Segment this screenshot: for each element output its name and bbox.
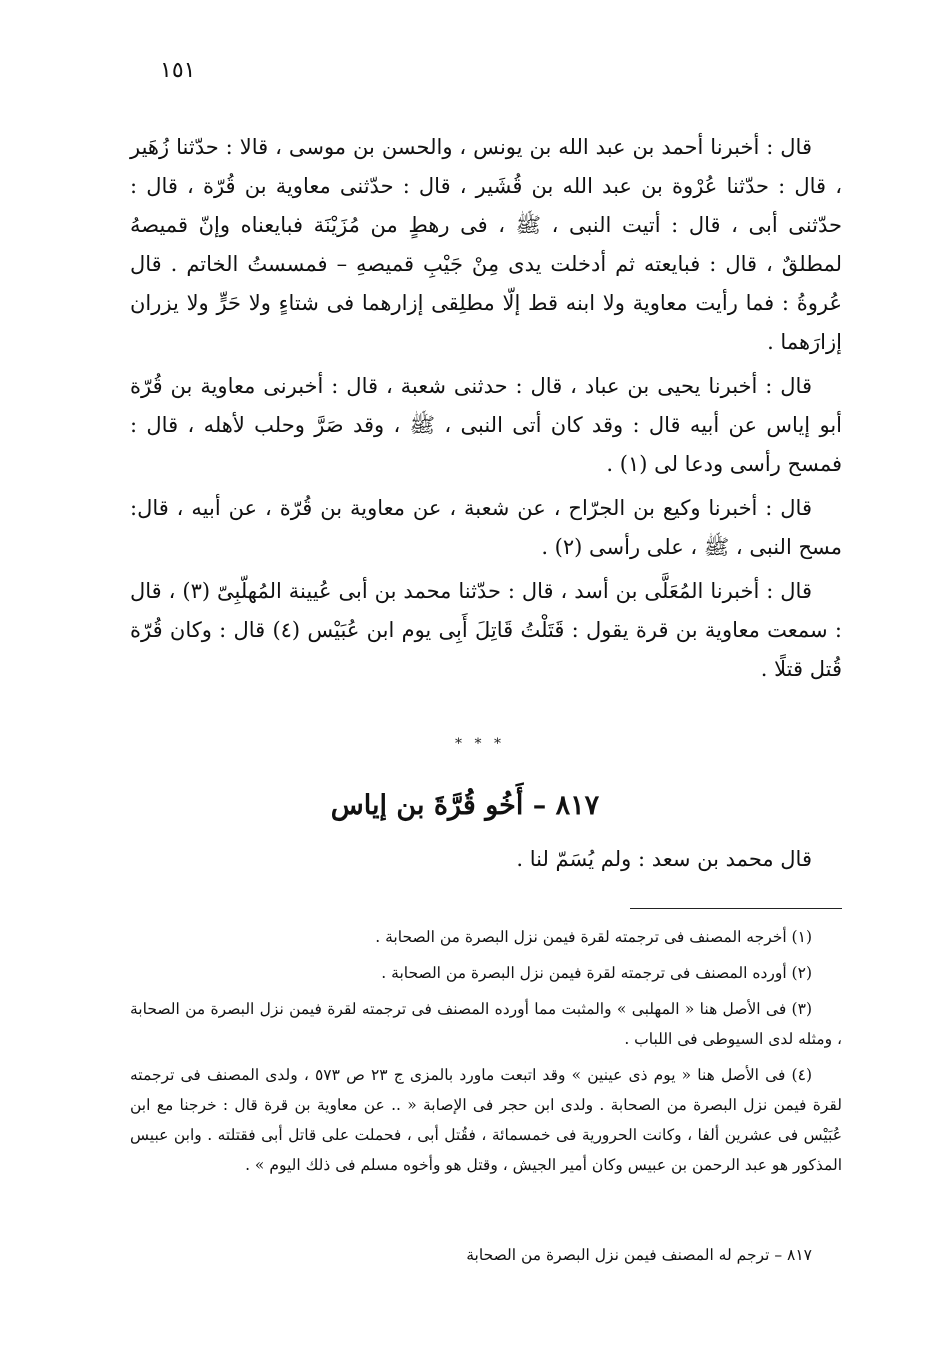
section-number: ٨١٧: [555, 790, 600, 821]
section-title: [230, 790, 700, 821]
section-paragraph: قال محمد بن سعد : ولم يُسَمّ لنا .: [516, 847, 812, 871]
paragraph: قال : أخبرنا أحمد بن عبد الله بن يونس ، والحسن بن موسى ، قالا : حدّثنا زُهَير ، قال : حدّثنا عُرْوة بن عبد الله بن قُشَير ، قال : حدّثنى معاوية بن قُرّة ، قال : حدّثنى أبى ، قال : أتيت النبى ، ﷺ ، فى رهطٍ من مُزَيْنَة فبايعناه وإنّ قميصهُ لمطلقٌ ، قال : فبايعته ثم أدخلت يدى مِنْ جَيْبِ قميصهِ – فمسستُ الخاتم . قال عُروةُ : فما رأيت معاوية ولا ابنه قط إلّا مطلِقى إزارهما فى شتاءٍ ولا حَرٍّ ولا يزران إزارَهما .: [130, 135, 842, 354]
section-dash: –: [532, 790, 547, 821]
paragraph: قال : أخبرنا وكيع بن الجرّاح ، عن شعبة ، عن معاوية بن قُرّة ، عن أبيه ، قال: مسح النبى ، ﷺ ، على رأسى (٢) .: [130, 496, 842, 559]
page-number: ١٥١: [160, 58, 196, 83]
section-separator: * * *: [455, 736, 505, 752]
footnote: (١) أخرجه المصنف فى ترجمته لقرة فيمن نزل البصرة من الصحابة .: [375, 928, 812, 946]
footnote: (٢) أورده المصنف فى ترجمته لقرة فيمن نزل البصرة من الصحابة .: [381, 964, 812, 982]
section-body: [130, 840, 842, 879]
paragraph: قال : أخبرنا المُعَلَّى بن أسد ، قال : حدّثنا محمد بن أبى عُيينة المُهلّبِىّ (٣) ، قال : سمعت معاوية بن قرة يقول : قَتَلْتُ قَاتِلَ أَبِى يوم ابن عُبَيْس (٤) قال : وكان قُرّة قُتل قتلًا .: [130, 579, 842, 681]
footnote: (٣) فى الأصل هنا « المهلبى » والمثبت مما أورده المصنف فى ترجمته لقرة فيمن نزل البصرة من الصحابة ، ومثله لدى السيوطى فى اللباب .: [130, 1000, 842, 1048]
section-name: أَخُو قُرَّةَ بن إياس: [330, 790, 524, 821]
entry-note-text: ٨١٧ – ترجم له المصنف فيمن نزل البصرة من الصحابة: [466, 1246, 812, 1264]
entry-note: [360, 1240, 842, 1270]
paragraph: قال : أخبرنا يحيى بن عباد ، قال : حدثنى شعبة ، قال : أخبرنى معاوية بن قُرّة أبو إياس عن أبيه قال : وقد كان أتى النبى ، ﷺ ، وقد صَرَّ وحلب لأهله ، قال : فمسح رأسى ودعا لى (١) .: [130, 374, 842, 476]
footnotes: [130, 922, 842, 1186]
footnote: (٤) فى الأصل هنا « يوم ذى عينين » وقد اتبعت ماورد بالمزى ج ٢٣ ص ٥٧٣ ، ولدى المصنف فى ترجمته لقرة فيمن نزل البصرة من الصحابة . ولدى ابن حجر فى الإصابة « .. عن معاوية بن قرة قال : خرجنا مع ابن عُبَيْس فى عشرين ألفا ، وكانت الحرورية فى خمسمائة ، فقُتل أبى ، فحملت على قاتل أبى فقتلته . وابن عبيس المذكور هو عبد الرحمن بن عبيس وكان أمير الجيش ، وقتل هو وأخوه مسلم فى ذلك اليوم » .: [130, 1066, 842, 1174]
main-text: [130, 128, 842, 694]
footnote-rule: [630, 908, 842, 909]
